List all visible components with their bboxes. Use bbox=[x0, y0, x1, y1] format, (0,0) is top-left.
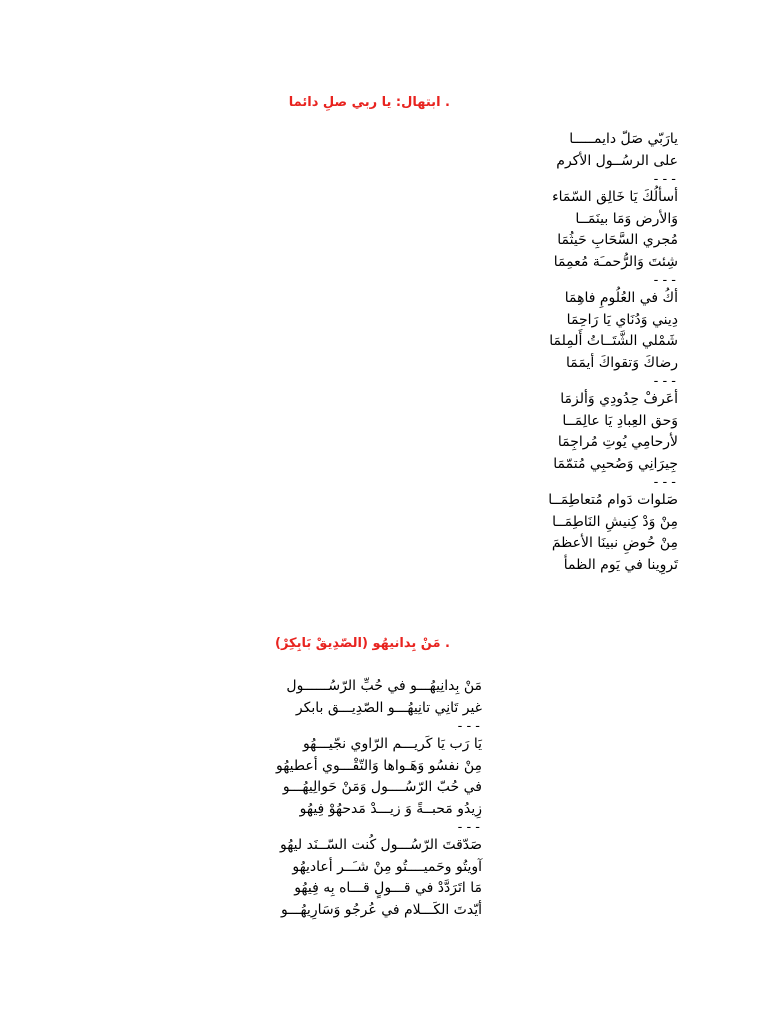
poem-line: مَنْ بِدانِيهُـــو في حُبِّ الرّسُــــــول bbox=[286, 678, 482, 694]
poem-section-2 bbox=[276, 676, 482, 921]
poem-line: مُجري السَّحَابِ حَيثُمَا bbox=[557, 232, 678, 248]
poem-line: شِئتَ وَالرُّحمـَة مُعمِمَا bbox=[553, 253, 678, 270]
poem-line: أيّدتَ الكَـــلام في عُرجُو وَسَارِيهُـــو bbox=[280, 901, 482, 918]
poem-line: تَروِينا في يَوم الظمأ bbox=[563, 556, 678, 573]
poem-line: أعَرفْ حِدُودِي وَألزمَا bbox=[560, 391, 678, 407]
poem-line: لأرحامِي يُوتِ مُراجِمَا bbox=[557, 434, 678, 450]
poem-line: غير تَانِي تانِيهُـــو الصّدِيـــق بابكر bbox=[295, 699, 482, 716]
stanza-separator: - - - bbox=[653, 273, 676, 288]
stanza-separator: - - - bbox=[457, 719, 480, 734]
poem-line: في حُبّ الرّسُــــول وَمَنْ حَوالِيهُـــو bbox=[282, 779, 482, 795]
poem-line: يَا رَب يَا كَريـــم الرّاوي نجّيـــهُو bbox=[302, 736, 482, 752]
poem-line: رضاكَ وَتقواكَ أيمَمَا bbox=[566, 354, 678, 371]
poem-line: مِنْ نفسُو وَهَـواها وَالتّقْـــوي أعطيهُو bbox=[275, 757, 482, 774]
section-1-heading: . ابتهال: يا ربي صلِ دائما bbox=[288, 95, 450, 110]
poem-line: جِيرَانِي وَصُحبِي مُتمّمَا bbox=[553, 455, 678, 472]
section-2-heading: . مَنْ بِدانيهُو (الصّدِيقْ بَابِكِرْ) bbox=[275, 636, 450, 651]
poem-line: أسألُكَ يَا خَالِق السّمَاء bbox=[552, 189, 678, 205]
poem-line: وَالأرض وَمَا بينَمَــا bbox=[575, 210, 678, 227]
poem-line: وَحق العِبادِ يَا عالِمَــا bbox=[562, 412, 678, 429]
poem-line: مِنْ وَدْ كِنيشِ النَاطِمَــا bbox=[552, 513, 678, 530]
stanza-separator: - - - bbox=[653, 475, 676, 490]
stanza-separator: - - - bbox=[653, 374, 676, 389]
poem-line: أكُ في العُلُومِ فاهِمَا bbox=[564, 290, 678, 306]
poem-line: شَمْلي الشَّتَــاتُ أَلمِلمَا bbox=[549, 333, 678, 349]
stanza-separator: - - - bbox=[653, 172, 676, 187]
poem-line: صَدّقتَ الرّسُـــول كُنت السّــنَد ليهُو bbox=[279, 837, 482, 853]
poem-line: زِيدُو مَحبــةً وَ زيـــدْ مَدحهُوْ فِيهُو bbox=[299, 800, 482, 817]
poem-line: صَلوات دَوام مُتعاطِمَــا bbox=[548, 492, 678, 508]
poem-line: مِنْ حُوضِ نبينَا الأعظمَ bbox=[551, 535, 678, 551]
poem-line: يارَبّي صَلّ دايمـــــا bbox=[569, 131, 678, 147]
poem-line: دِيني وَدُنَاي يَا رَاحِمَا bbox=[566, 311, 678, 328]
poem-line: آويتُو وحَميــــتُو مِنْ شـَــر أعاديهُو bbox=[292, 858, 482, 875]
poem-line: على الرسُــول الأكرم bbox=[556, 152, 678, 169]
stanza-separator: - - - bbox=[457, 820, 480, 835]
poem-line: مَا اتَرَدَّدْ في قـــولٍ قـــاه بِه فِيهُو bbox=[294, 880, 482, 896]
poem-section-1 bbox=[548, 129, 678, 576]
